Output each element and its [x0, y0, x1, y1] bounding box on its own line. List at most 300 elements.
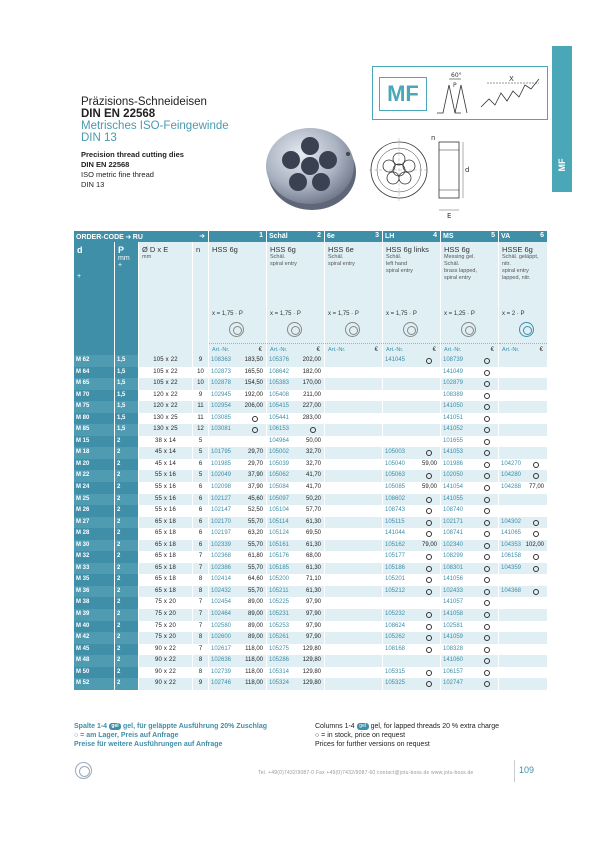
cell-size: 90 x 22 [139, 678, 193, 690]
cell-price: 45,60 [247, 495, 263, 502]
x-label: X [509, 75, 514, 83]
cell-article: 102580 [211, 622, 232, 629]
in-stock-icon [484, 658, 490, 664]
in-stock-icon [484, 370, 490, 376]
cell-product [209, 609, 267, 621]
footer-contact: Tel. +49(0)7432/9087-0 Fax +49(0)7432/9087-60 contact@jotu-boss.de www.jotu-boss.de [258, 770, 474, 776]
cell-product [499, 459, 548, 471]
cell-product [383, 482, 441, 494]
cell-article: 141044 [385, 530, 406, 537]
cell-empty [325, 574, 383, 586]
in-stock-icon [484, 485, 490, 491]
table-row [74, 459, 548, 471]
cell-article: 105176 [269, 553, 290, 560]
in-stock-icon [533, 531, 539, 537]
cell-product [267, 551, 325, 563]
cell-price: 50,00 [305, 437, 321, 444]
product-table [74, 231, 548, 690]
lapped-badge-icon: gel [109, 723, 121, 730]
cell-product [267, 494, 325, 506]
cell-product [209, 667, 267, 679]
cell-product [383, 528, 441, 540]
cell-article: 108389 [443, 391, 464, 398]
cell-empty [499, 644, 548, 656]
label-d: d [465, 166, 470, 174]
cell-product [441, 563, 499, 575]
cell-price: 97,90 [305, 611, 321, 618]
subtitle-de: Metrisches ISO-Feingewinde [81, 120, 229, 132]
cell-empty [209, 436, 267, 448]
in-stock-icon [426, 612, 432, 618]
cell-empty [325, 667, 383, 679]
cell-article: 105275 [269, 645, 290, 652]
cell-article: 105200 [269, 576, 290, 583]
cell-product [441, 678, 499, 690]
cell-n: 8 [193, 667, 209, 679]
cell-product [383, 470, 441, 482]
cell-product [209, 355, 267, 367]
cell-product [441, 609, 499, 621]
cell-article: 101986 [443, 460, 464, 467]
order-code-label: ORDER-CODE ➜ RU ➜ [74, 231, 209, 242]
cell-product [441, 436, 499, 448]
cell-price: 55,70 [247, 564, 263, 571]
in-stock-icon [484, 543, 490, 549]
table-row [74, 482, 548, 494]
order-col-4: LH 4 [383, 231, 441, 242]
cell-article: 105325 [385, 680, 406, 687]
in-stock-icon [484, 670, 490, 676]
cell-pitch: 1,5 [115, 378, 139, 390]
subtitle-en-norm: DIN 13 [81, 180, 105, 189]
in-stock-icon [484, 635, 490, 641]
cell-product [383, 563, 441, 575]
cell-size: 75 x 20 [139, 597, 193, 609]
cell-price: 79,00 [421, 541, 437, 548]
cell-n: 7 [193, 621, 209, 633]
cell-thread: M 36 [74, 586, 115, 598]
cell-pitch: 2 [115, 505, 139, 517]
cell-empty [325, 505, 383, 517]
cell-article: 105314 [269, 668, 290, 675]
table-row [74, 390, 548, 402]
cell-article: 105177 [385, 553, 406, 560]
in-stock-icon [533, 520, 539, 526]
cell-article: 102739 [211, 668, 232, 675]
in-stock-icon [426, 520, 432, 526]
cell-size: 105 x 22 [139, 378, 193, 390]
cell-price: 63,20 [247, 530, 263, 537]
cell-n: 7 [193, 609, 209, 621]
notes-german [74, 722, 267, 749]
subtitle-de-norm: DIN 13 [81, 132, 117, 144]
cell-size: 45 x 14 [139, 447, 193, 459]
cell-empty [325, 609, 383, 621]
cell-product [209, 494, 267, 506]
in-stock-icon [426, 473, 432, 479]
cell-n: 7 [193, 551, 209, 563]
cell-price: 29,70 [247, 460, 263, 467]
cell-thread: M 48 [74, 655, 115, 667]
cell-pitch: 2 [115, 678, 139, 690]
cell-product [267, 401, 325, 413]
order-col-5: MS 5 [441, 231, 499, 242]
table-row [74, 528, 548, 540]
cell-price: 52,50 [247, 507, 263, 514]
cell-article: 102878 [211, 380, 232, 387]
in-stock-icon [426, 670, 432, 676]
cell-price: 55,70 [247, 541, 263, 548]
cell-size: 75 x 20 [139, 621, 193, 633]
cell-article: 102464 [211, 611, 232, 618]
cell-pitch: 1,5 [115, 355, 139, 367]
cell-article: 105085 [385, 484, 406, 491]
cell-price: 97,90 [305, 599, 321, 606]
cell-price: 89,00 [247, 599, 263, 606]
cell-price: 61,80 [247, 553, 263, 560]
in-stock-icon [484, 589, 490, 595]
cell-size: 120 x 22 [139, 401, 193, 413]
cell-price: 89,00 [247, 622, 263, 629]
die-thread-icon [461, 322, 476, 337]
cell-thread: M 52 [74, 678, 115, 690]
cell-empty [383, 367, 441, 379]
cell-pitch: 2 [115, 563, 139, 575]
cell-article: 105261 [269, 634, 290, 641]
cell-n: 6 [193, 540, 209, 552]
table-row [74, 678, 548, 690]
note-en-1: Columns 1-4 gel gel, for lapped threads 20 % extra charge [315, 722, 500, 730]
cell-article: 102170 [211, 518, 232, 525]
cell-thread: M 22 [74, 470, 115, 482]
cell-size: 55 x 16 [139, 482, 193, 494]
cell-product [499, 563, 548, 575]
cell-article: 102636 [211, 657, 232, 664]
cell-price: 118,00 [245, 680, 263, 687]
cell-product [209, 644, 267, 656]
cell-empty [499, 655, 548, 667]
cell-empty [499, 413, 548, 425]
thread-profile-icon [435, 71, 543, 117]
in-stock-icon [252, 427, 258, 433]
cell-size: 65 x 18 [139, 574, 193, 586]
note-de-1: Spalte 1-4 gel gel, für geläppte Ausführung 20% Zuschlag [74, 722, 268, 730]
cell-price: 89,00 [247, 634, 263, 641]
cell-empty [499, 597, 548, 609]
in-stock-icon [484, 416, 490, 422]
table-row [74, 621, 548, 633]
cell-pitch: 2 [115, 470, 139, 482]
table-row [74, 447, 548, 459]
table-row [74, 401, 548, 413]
cell-price: 55,70 [247, 587, 263, 594]
cell-price: 97,90 [305, 622, 321, 629]
in-stock-icon [426, 681, 432, 687]
cell-article: 105286 [269, 657, 290, 664]
cell-pitch: 2 [115, 528, 139, 540]
cell-price: 71,10 [305, 576, 321, 583]
cell-pitch: 2 [115, 551, 139, 563]
die-thread-icon [229, 322, 244, 337]
cell-thread: M 26 [74, 505, 115, 517]
in-stock-icon [484, 520, 490, 526]
page-number: 109 [519, 765, 535, 775]
cell-article: 106157 [443, 668, 464, 675]
cell-n: 11 [193, 401, 209, 413]
cell-n: 8 [193, 632, 209, 644]
cell-product [441, 528, 499, 540]
cell-size: 45 x 14 [139, 459, 193, 471]
cell-n: 8 [193, 586, 209, 598]
cell-size: 65 x 18 [139, 563, 193, 575]
cell-product [267, 621, 325, 633]
cell-pitch: 2 [115, 494, 139, 506]
in-stock-icon [533, 554, 539, 560]
in-stock-icon [484, 554, 490, 560]
cell-product [209, 390, 267, 402]
in-stock-icon [533, 589, 539, 595]
cell-price: 89,00 [247, 611, 263, 618]
cell-product [267, 367, 325, 379]
cell-pitch: 2 [115, 644, 139, 656]
table-row [74, 574, 548, 586]
cell-empty [325, 632, 383, 644]
in-stock-icon [252, 416, 258, 422]
cell-product [209, 621, 267, 633]
cell-product [209, 447, 267, 459]
cell-article: 108743 [385, 507, 406, 514]
cell-thread: M 75 [74, 401, 115, 413]
cell-product [267, 644, 325, 656]
cell-article: 105115 [385, 518, 405, 525]
cell-empty [325, 551, 383, 563]
cell-pitch: 1,5 [115, 401, 139, 413]
cell-empty [325, 678, 383, 690]
cell-product [383, 355, 441, 367]
cell-product [441, 355, 499, 367]
cell-empty [499, 667, 548, 679]
in-stock-icon [484, 427, 490, 433]
in-stock-icon [426, 566, 432, 572]
cell-empty [325, 459, 383, 471]
table-row [74, 470, 548, 482]
cell-size: 90 x 22 [139, 655, 193, 667]
cell-n: 9 [193, 390, 209, 402]
cell-empty [383, 597, 441, 609]
cell-product [441, 470, 499, 482]
cell-price: 129,80 [302, 657, 321, 664]
cell-empty [499, 505, 548, 517]
cell-article: 105063 [385, 472, 406, 479]
in-stock-icon [484, 358, 490, 364]
subtitle-en: ISO metric fine thread [81, 170, 154, 179]
cell-product [209, 401, 267, 413]
cell-article: 101985 [211, 460, 232, 467]
order-col-2: Schäl 2 [267, 231, 325, 242]
cell-product [383, 632, 441, 644]
table-row [74, 517, 548, 529]
cell-product [441, 367, 499, 379]
cell-article: 102368 [211, 553, 232, 560]
cell-article: 105232 [385, 611, 406, 618]
cell-product [209, 563, 267, 575]
table-row [74, 655, 548, 667]
cell-empty [499, 378, 548, 390]
cell-empty [499, 632, 548, 644]
cell-n: 10 [193, 378, 209, 390]
order-code-bar [74, 231, 548, 242]
cell-empty [325, 413, 383, 425]
cell-article: 105003 [385, 449, 406, 456]
cell-article: 105084 [269, 484, 290, 491]
cell-thread: M 28 [74, 528, 115, 540]
cell-size: 65 x 18 [139, 586, 193, 598]
cell-empty [499, 447, 548, 459]
cell-empty [383, 413, 441, 425]
cell-empty [383, 424, 441, 436]
cell-price: 102,00 [525, 541, 544, 548]
order-col-3: 6e 3 [325, 231, 383, 242]
cell-article: 105161 [269, 541, 290, 548]
cell-article: 108741 [443, 530, 464, 537]
cell-n: 5 [193, 436, 209, 448]
cell-product [441, 401, 499, 413]
cell-product [267, 378, 325, 390]
cell-thread: M 30 [74, 540, 115, 552]
cell-article: 102746 [211, 680, 232, 687]
cell-empty [499, 355, 548, 367]
in-stock-icon [484, 462, 490, 468]
cell-size: 75 x 20 [139, 632, 193, 644]
cell-article: 108624 [385, 622, 406, 629]
cell-pitch: 2 [115, 482, 139, 494]
company-logo-icon [75, 762, 92, 779]
cell-product [499, 528, 548, 540]
cell-product [383, 678, 441, 690]
cell-product [499, 517, 548, 529]
in-stock-icon [426, 554, 432, 560]
cell-article: 101655 [443, 437, 464, 444]
cell-thread: M 39 [74, 609, 115, 621]
cell-empty [499, 609, 548, 621]
cell-price: 97,90 [305, 634, 321, 641]
cell-pitch: 2 [115, 667, 139, 679]
cell-product [441, 667, 499, 679]
cell-product [267, 574, 325, 586]
die-thread-icon [345, 322, 360, 337]
x-formula: x = 1,75 · P [328, 311, 359, 317]
cell-empty [499, 436, 548, 448]
cell-product [441, 655, 499, 667]
table-row [74, 586, 548, 598]
cell-article: 102340 [443, 541, 464, 548]
order-col-1: 1 [209, 231, 267, 242]
cell-empty [499, 401, 548, 413]
cell-article: 105415 [269, 403, 290, 410]
cell-article: 141053 [443, 449, 464, 456]
x-formula: x = 1,25 · P [444, 311, 475, 317]
cell-article: 105201 [385, 576, 406, 583]
cell-price: 55,70 [247, 518, 263, 525]
cell-n: 6 [193, 482, 209, 494]
cell-article: 104359 [501, 564, 522, 571]
cell-product [209, 413, 267, 425]
cell-empty [325, 424, 383, 436]
cell-article: 104270 [501, 460, 522, 467]
cell-size: 130 x 25 [139, 424, 193, 436]
cell-product [267, 413, 325, 425]
cell-thread: M 62 [74, 355, 115, 367]
cell-product [267, 597, 325, 609]
pitch-label: P [453, 82, 457, 89]
lapped-badge-icon: gel [357, 723, 369, 730]
cell-product [499, 470, 548, 482]
cell-pitch: 2 [115, 447, 139, 459]
cell-product [383, 459, 441, 471]
cell-product [267, 482, 325, 494]
cell-pitch: 2 [115, 540, 139, 552]
cell-empty [499, 574, 548, 586]
cell-n: 7 [193, 563, 209, 575]
cell-thread: M 38 [74, 597, 115, 609]
table-row [74, 644, 548, 656]
header-d: d + [74, 242, 115, 355]
cell-product [383, 517, 441, 529]
in-stock-icon [310, 427, 316, 433]
cell-article: 102581 [443, 622, 464, 629]
cell-size: 90 x 22 [139, 667, 193, 679]
cell-article: 141045 [385, 357, 406, 363]
cell-product [499, 482, 548, 494]
cell-article: 102386 [211, 564, 232, 571]
cell-product [209, 574, 267, 586]
cell-empty [383, 655, 441, 667]
header-col-1: HSS 6g x = 1,75 · P Art.-Nr. € [209, 242, 267, 355]
cell-price: 61,30 [305, 587, 321, 594]
table-row [74, 413, 548, 425]
cell-thread: M 15 [74, 436, 115, 448]
table-row [74, 667, 548, 679]
cell-thread: M 35 [74, 574, 115, 586]
cell-product [383, 551, 441, 563]
cell-product [209, 482, 267, 494]
cell-product [441, 597, 499, 609]
cell-price: 50,20 [305, 495, 321, 502]
cell-product [383, 644, 441, 656]
cell-product [267, 528, 325, 540]
cell-article: 102600 [211, 634, 232, 641]
cell-pitch: 2 [115, 621, 139, 633]
in-stock-icon [484, 681, 490, 687]
cell-thread: M 40 [74, 621, 115, 633]
cell-product [383, 540, 441, 552]
cell-size: 65 x 18 [139, 551, 193, 563]
cell-article: 108602 [385, 495, 406, 502]
cell-article: 101795 [211, 449, 232, 456]
cell-article: 108363 [211, 357, 232, 363]
cell-size: 90 x 22 [139, 644, 193, 656]
in-stock-icon [484, 473, 490, 479]
cell-product [209, 517, 267, 529]
cell-article: 105124 [269, 530, 290, 537]
cell-thread: M 25 [74, 494, 115, 506]
cell-price: 32,70 [305, 460, 321, 467]
cell-pitch: 2 [115, 632, 139, 644]
cell-price: 29,70 [247, 449, 263, 456]
cell-price: 61,30 [305, 518, 321, 525]
note-en-2: ○ = in stock, price on request [315, 732, 406, 739]
cell-empty [325, 390, 383, 402]
